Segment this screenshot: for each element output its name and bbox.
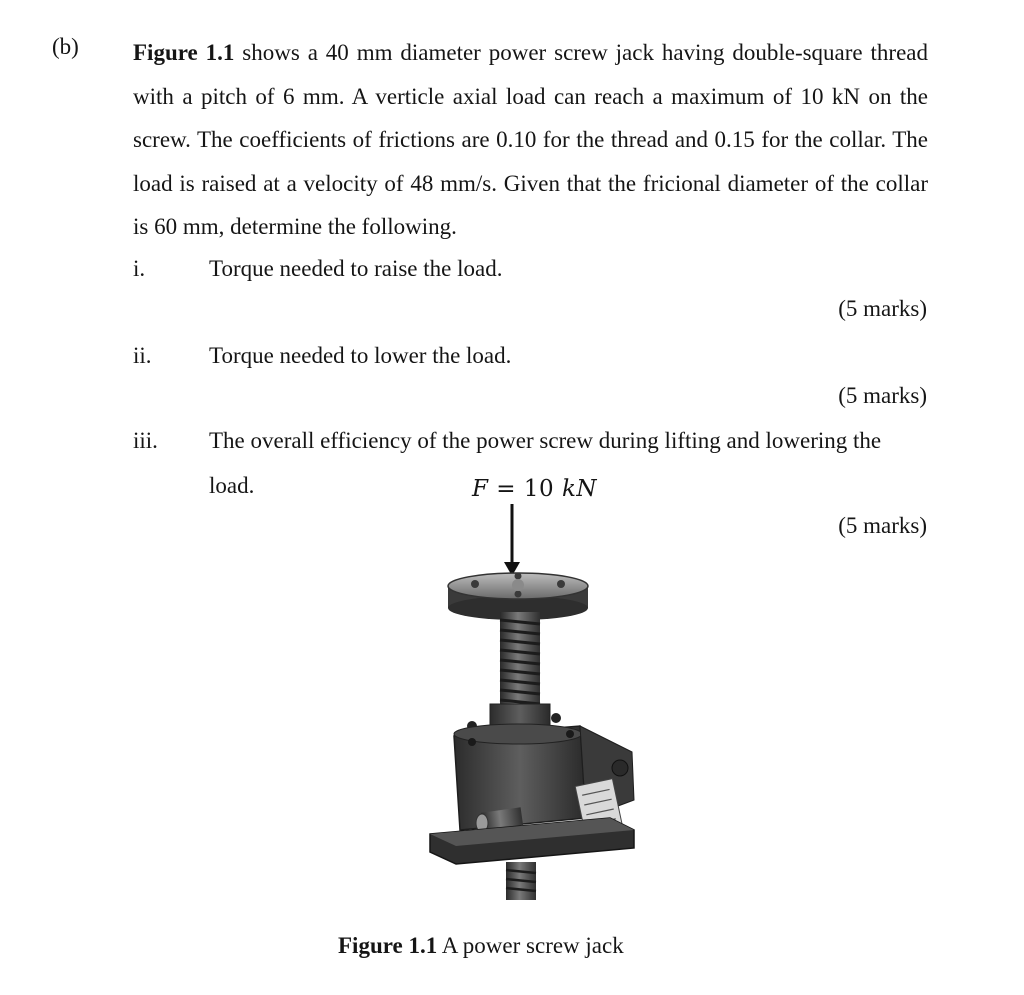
figure-caption-label: Figure 1.1 [338, 933, 438, 958]
question-intro [133, 31, 928, 249]
item-marks-ii: (5 marks) [838, 383, 927, 408]
figure-caption-text: A power screw jack [437, 933, 624, 958]
question-intro-text: shows a 40 mm diameter power screw jack having double-square thread with a pitch of 6 mm. A verticle axial load can reach a maximum of 10 kN on the screw. The coefficients of frictions are 0.10 for the thread and 0.15 for the collar. The load is raised at a velocity of 48 mm/s. Given that the fricional diameter of the collar is 60 mm, determine the following. [133, 40, 928, 239]
part-label: (b) [52, 34, 79, 59]
item-number-ii: ii. [133, 343, 152, 368]
item-marks-iii: (5 marks) [838, 513, 927, 538]
figure-reference: Figure 1.1 [133, 40, 235, 65]
item-text-ii: Torque needed to lower the load. [209, 343, 512, 368]
figure-caption [338, 933, 624, 959]
screw-jack-figure [420, 500, 660, 910]
item-number-iii: iii. [133, 428, 158, 453]
item-marks-i: (5 marks) [838, 296, 927, 321]
screw-end [506, 862, 536, 900]
force-unit: kN [561, 476, 598, 502]
item-number-i: i. [133, 256, 146, 281]
screw-thread [500, 612, 540, 708]
item-text-i: Torque needed to raise the load. [209, 256, 503, 281]
force-arrow [504, 504, 520, 576]
force-symbol: F [472, 476, 489, 502]
force-value: = 10 [488, 476, 562, 502]
item-text-iii: The overall efficiency of the power screw during lifting and lowering the load. [209, 428, 882, 498]
force-label [472, 476, 597, 502]
